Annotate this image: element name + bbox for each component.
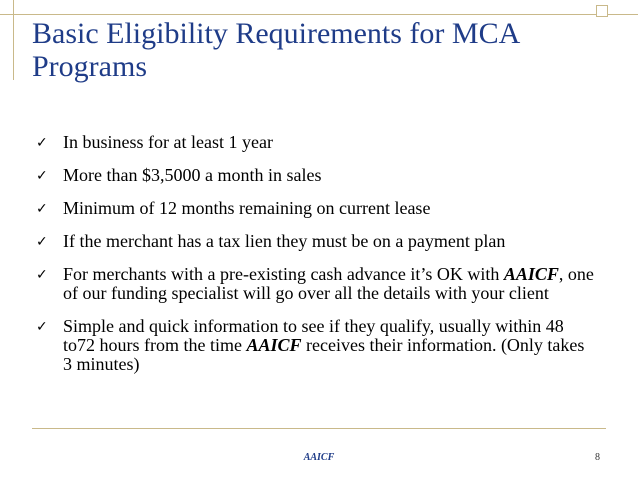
- checkmark-icon: ✓: [36, 135, 48, 151]
- bullet-item: [36, 166, 596, 185]
- checkmark-icon: ✓: [36, 201, 48, 217]
- bullet-text: In business for at least 1 year: [63, 132, 273, 152]
- corner-decoration: [596, 5, 608, 17]
- bullet-text: If the merchant has a tax lien they must be on a payment plan: [63, 231, 506, 251]
- checkmark-icon: ✓: [36, 234, 48, 250]
- bullet-item: [36, 199, 596, 218]
- bullet-item: [36, 232, 596, 251]
- footer-label: AAICF: [303, 452, 335, 463]
- bullet-text-part: receives their information. (Only takes 3 minutes): [63, 335, 585, 374]
- bullet-text: Minimum of 12 months remaining on current lease: [63, 198, 431, 218]
- bullet-item: [36, 133, 596, 152]
- checkmark-icon: ✓: [36, 319, 48, 335]
- bullet-text-part: For merchants with a pre-existing cash advance it’s OK with: [63, 264, 504, 284]
- company-name-emphasis: AAICF: [246, 335, 302, 355]
- bullet-item: [36, 265, 596, 303]
- bullet-text-part: , one of our funding specialist will go over all the details with your client: [63, 264, 594, 303]
- bullet-text-part: Simple and quick information to see if they qualify, usually within 48 to72 hours from the time: [63, 316, 564, 355]
- company-name-emphasis: AAICF: [503, 264, 559, 284]
- bullet-list: [36, 133, 596, 374]
- checkmark-icon: ✓: [36, 168, 48, 184]
- bullet-text: More than $3,5000 a month in sales: [63, 165, 322, 185]
- page-number: 8: [595, 452, 600, 463]
- checkmark-icon: ✓: [36, 267, 48, 283]
- left-frame-line: [13, 0, 14, 80]
- top-frame-line: [0, 14, 638, 15]
- footer-divider: [32, 428, 606, 429]
- bullet-item: [36, 317, 596, 374]
- slide-title: Basic Eligibility Requirements for MCA Programs: [32, 17, 519, 83]
